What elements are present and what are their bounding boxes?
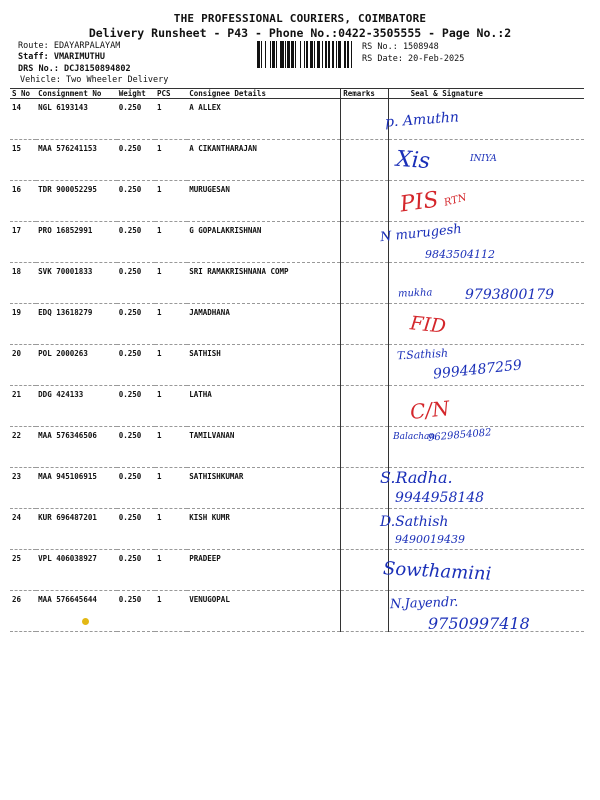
handwritten-signature: D.Sathish (380, 514, 449, 530)
col-header-consignment: Consignment No (36, 89, 117, 99)
row-weight: 0.250 (117, 345, 155, 386)
row-pcs: 1 (155, 591, 187, 632)
table-row (10, 304, 584, 345)
table-row (10, 427, 584, 468)
row-remarks (341, 427, 388, 468)
row-weight: 0.250 (117, 140, 155, 181)
handwritten-signature: p. Amuthn (384, 109, 460, 131)
row-consignment-no: PRO 16852991 (36, 222, 117, 263)
row-pcs: 1 (155, 468, 187, 509)
vehicle-label: Vehicle: Two Wheeler Delivery (20, 75, 169, 85)
row-sno: 24 (10, 509, 36, 550)
col-header-pcs: PCS (155, 89, 187, 99)
handwritten-signature: C/N (408, 395, 451, 425)
row-consignee: A ALLEX (187, 99, 341, 140)
row-pcs: 1 (155, 99, 187, 140)
row-consignee: LATHA (187, 386, 341, 427)
drs-number: DRS No.: DCJ8150894802 (18, 64, 131, 74)
row-consignee: TAMILVANAN (187, 427, 341, 468)
row-sno: 22 (10, 427, 36, 468)
row-remarks (341, 140, 388, 181)
row-sno: 19 (10, 304, 36, 345)
handwritten-signature: Sowthamini (382, 558, 492, 585)
handwritten-signature: T.Sathish (396, 346, 449, 363)
staff-label: Staff: VMARIMUTHU (18, 52, 105, 62)
row-sno: 16 (10, 181, 36, 222)
row-consignee: VENUGOPAL (187, 591, 341, 632)
row-pcs: 1 (155, 509, 187, 550)
row-consignment-no: MAA 576346506 (36, 427, 117, 468)
row-consignee: SATHISHKUMAR (187, 468, 341, 509)
row-remarks (341, 345, 388, 386)
row-sno: 26 (10, 591, 36, 632)
table-row (10, 181, 584, 222)
row-consignee: PRADEEP (187, 550, 341, 591)
row-pcs: 1 (155, 263, 187, 304)
handwritten-signature: N murugesh (379, 221, 463, 246)
row-consignment-no: NGL 6193143 (36, 99, 117, 140)
row-sno: 21 (10, 386, 36, 427)
runsheet-subtitle: Delivery Runsheet - P43 - Phone No.:0422-3505555 - Page No.:2 (88, 26, 512, 40)
row-remarks (341, 550, 388, 591)
row-consignee: KISH KUMR (187, 509, 341, 550)
route-label: Route: EDAYARPALAYAM (18, 41, 121, 51)
row-consignment-no: MAA 576241153 (36, 140, 117, 181)
row-sno: 23 (10, 468, 36, 509)
row-pcs: 1 (155, 345, 187, 386)
row-sno: 17 (10, 222, 36, 263)
row-remarks (341, 263, 388, 304)
row-pcs: 1 (155, 427, 187, 468)
smiley-sticker (82, 618, 89, 625)
row-pcs: 1 (155, 304, 187, 345)
row-sno: 25 (10, 550, 36, 591)
row-sno: 14 (10, 99, 36, 140)
col-header-consignee: Consignee Details (187, 89, 341, 99)
row-weight: 0.250 (117, 222, 155, 263)
row-weight: 0.250 (117, 304, 155, 345)
handwritten-signature: 9793800179 (465, 287, 555, 303)
row-weight: 0.250 (117, 386, 155, 427)
handwritten-signature: 9629854082 (427, 427, 492, 444)
row-weight: 0.250 (117, 99, 155, 140)
handwritten-signature: 9843504112 (425, 248, 495, 261)
table-row (10, 386, 584, 427)
handwritten-signature: FID (408, 312, 447, 338)
row-sno: 15 (10, 140, 36, 181)
col-header-sno: S No (10, 89, 36, 99)
rs-number: RS No.: 1508948 (362, 42, 439, 52)
row-consignment-no: TDR 900052295 (36, 181, 117, 222)
handwritten-signature: 9750997418 (428, 614, 530, 633)
barcode (257, 41, 355, 68)
table-row (10, 550, 584, 591)
row-weight: 0.250 (117, 550, 155, 591)
handwritten-signature: PIS (398, 187, 441, 218)
col-header-remarks: Remarks (341, 89, 388, 99)
row-consignee: G GOPALAKRISHNAN (187, 222, 341, 263)
table-row (10, 509, 584, 550)
table-row (10, 222, 584, 263)
row-consignment-no: SVK 70001833 (36, 263, 117, 304)
table-header-row (10, 89, 584, 99)
handwritten-signature: Balachan (393, 432, 436, 442)
row-remarks (341, 386, 388, 427)
row-weight: 0.250 (117, 427, 155, 468)
row-consignment-no: VPL 406038927 (36, 550, 117, 591)
row-consignee: MURUGESAN (187, 181, 341, 222)
row-consignment-no: KUR 696487201 (36, 509, 117, 550)
table-row (10, 140, 584, 181)
row-pcs: 1 (155, 386, 187, 427)
handwritten-signature: 9490019439 (395, 533, 465, 546)
col-header-weight: Weight (117, 89, 155, 99)
row-consignee: SATHISH (187, 345, 341, 386)
row-weight: 0.250 (117, 468, 155, 509)
handwritten-signature: mukha (397, 287, 433, 300)
row-remarks (341, 181, 388, 222)
rs-date: RS Date: 20-Feb-2025 (362, 54, 465, 64)
row-weight: 0.250 (117, 591, 155, 632)
row-sno: 18 (10, 263, 36, 304)
row-weight: 0.250 (117, 263, 155, 304)
row-weight: 0.250 (117, 181, 155, 222)
handwritten-signature: 9994487259 (432, 357, 523, 383)
row-remarks (341, 304, 388, 345)
row-consignment-no: DDG 424133 (36, 386, 117, 427)
table-row (10, 468, 584, 509)
row-consignment-no: MAA 945106915 (36, 468, 117, 509)
handwritten-signature: RTN (442, 192, 468, 209)
handwritten-signature: Xis (395, 146, 431, 175)
row-weight: 0.250 (117, 509, 155, 550)
row-remarks (341, 99, 388, 140)
handwritten-signature: INIYA (470, 154, 497, 164)
row-consignee: JAMADHANA (187, 304, 341, 345)
row-consignee: A CIKANTHARAJAN (187, 140, 341, 181)
row-remarks (341, 591, 388, 632)
row-consignee: SRI RAMAKRISHNANA COMP (187, 263, 341, 304)
handwritten-signature: S.Radha. (380, 468, 453, 487)
row-consignment-no: MAA 576645644 (36, 591, 117, 632)
company-title: THE PROFESSIONAL COURIERS, COIMBATORE (173, 12, 427, 25)
col-header-signature: Seal & Signature (388, 89, 584, 99)
row-pcs: 1 (155, 181, 187, 222)
table-row (10, 99, 584, 140)
row-consignment-no: EDQ 13618279 (36, 304, 117, 345)
row-sno: 20 (10, 345, 36, 386)
row-pcs: 1 (155, 140, 187, 181)
row-pcs: 1 (155, 550, 187, 591)
row-pcs: 1 (155, 222, 187, 263)
row-consignment-no: POL 2000263 (36, 345, 117, 386)
handwritten-signature: 9944958148 (395, 490, 485, 506)
handwritten-signature: N.Jayendr. (389, 594, 459, 613)
